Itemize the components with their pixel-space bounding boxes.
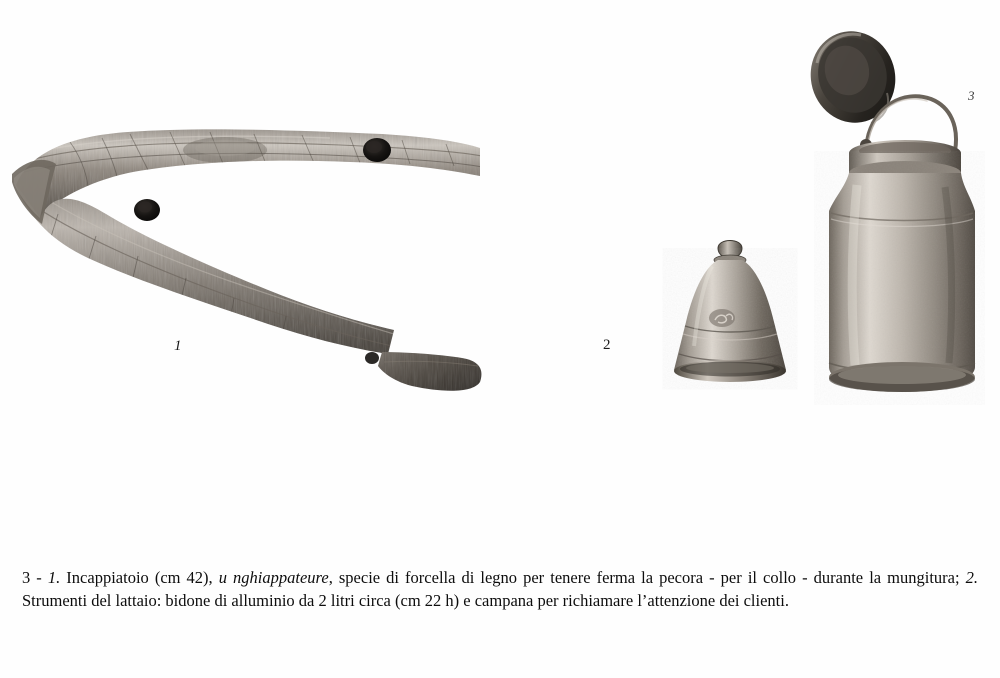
caption-item2-text: Strumenti del lattaio: bidone di alluminio da 2 litri circa (cm 22 h) e campana per richiamare l’attenzione dei clienti. <box>22 591 789 611</box>
can-lid <box>800 21 906 133</box>
caption-item1-vernacular-term: u nghiappateure <box>218 568 329 587</box>
fork-tip <box>370 345 490 400</box>
fork-hole-lower <box>134 199 160 221</box>
fork-hole-upper <box>363 138 391 162</box>
fork-lower-prong <box>10 170 490 370</box>
figure-corner-mark: 3 <box>968 88 975 103</box>
caption-plate-prefix: 3 - <box>22 568 48 587</box>
figure-image-campana <box>660 230 800 400</box>
figure-label-1: 1 <box>174 338 182 354</box>
figure-image-incappiatoio <box>10 90 490 400</box>
caption-item2-number: 2. <box>965 568 978 587</box>
caption-item1-number: 1. <box>47 568 61 587</box>
caption-item1-text-a: Incappiatoio (cm 42), <box>60 568 219 587</box>
fork-hole-tip <box>365 352 379 364</box>
figure-label-2: 2 <box>603 337 611 353</box>
figure-image-bidone <box>795 15 985 405</box>
caption-item1-text-b: , specie di forcella di legno per tenere ferma la pecora - per il collo - durante la mungitura; <box>328 568 966 587</box>
figure-caption <box>22 566 978 613</box>
